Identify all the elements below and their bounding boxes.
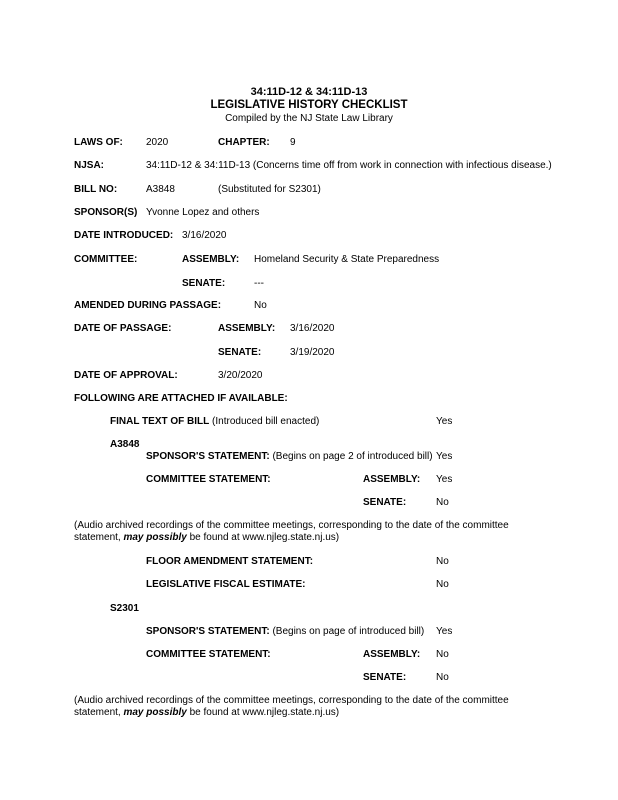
chapter-value: 9 [290, 137, 296, 148]
s2301-heading: S2301 [110, 603, 139, 614]
s2301-sponsor-statement-note: (Begins on page of introduced bill) [269, 626, 425, 637]
njsa-value: 34:11D-12 & 34:11D-13 (Concerns time off from work in connection with infectious disease.) [146, 160, 552, 171]
date-of-approval-value: 3/20/2020 [218, 370, 263, 381]
citation-heading: 34:11D-12 & 34:11D-13 [250, 86, 368, 98]
s2301-sponsor-statement-value: Yes [436, 626, 453, 637]
bill-no-value: A3848 [146, 184, 175, 195]
date-introduced-label: DATE INTRODUCED: [74, 230, 174, 241]
a3848-heading: A3848 [110, 439, 140, 450]
date-introduced-value: 3/16/2020 [182, 230, 227, 241]
s2301-committee-senate-value: No [436, 672, 449, 683]
s2301-sponsor-statement-row [146, 626, 424, 638]
njsa-label: NJSA: [74, 160, 105, 171]
fiscal-estimate-value: No [436, 579, 449, 590]
a3848-committee-assembly-value: Yes [436, 474, 453, 485]
final-text-note: (Introduced bill enacted) [209, 416, 320, 427]
final-text-label: FINAL TEXT OF BILL [110, 416, 210, 427]
sponsor-value: Yvonne Lopez and others [146, 207, 260, 218]
committee-assembly-label: ASSEMBLY: [182, 254, 240, 265]
a3848-committee-assembly-label: ASSEMBLY: [363, 474, 421, 485]
s2301-committee-senate-label: SENATE: [363, 672, 407, 683]
a3848-sponsor-statement-row [146, 451, 433, 463]
passage-assembly-label: ASSEMBLY: [218, 323, 276, 334]
s2301-committee-statement-label: COMMITTEE STATEMENT: [146, 649, 271, 660]
bill-no-substitution-note: (Substituted for S2301) [218, 184, 321, 195]
audio-note-emphasis: may possibly [123, 707, 187, 718]
s2301-audio-note [74, 695, 544, 719]
committee-senate-label: SENATE: [182, 278, 226, 289]
date-of-passage-label: DATE OF PASSAGE: [74, 323, 172, 334]
passage-senate-label: SENATE: [218, 347, 262, 358]
s2301-sponsor-statement-label: SPONSOR'S STATEMENT: [146, 626, 270, 637]
audio-note-text: (Audio archived recordings of the committee meetings, corresponding to the date of the committee statement, [74, 520, 509, 543]
a3848-sponsor-statement-note: (Begins on page 2 of introduced bill) [269, 451, 433, 462]
audio-note-text-end: be found at www.njleg.state.nj.us) [186, 532, 340, 543]
laws-of-value: 2020 [146, 137, 169, 148]
a3848-sponsor-statement-label: SPONSOR'S STATEMENT: [146, 451, 270, 462]
bill-no-label: BILL NO: [74, 184, 118, 195]
a3848-committee-senate-label: SENATE: [363, 497, 407, 508]
s2301-committee-assembly-label: ASSEMBLY: [363, 649, 421, 660]
amended-value: No [254, 300, 267, 311]
floor-amendment-label: FLOOR AMENDMENT STATEMENT: [146, 556, 314, 567]
a3848-committee-statement-label: COMMITTEE STATEMENT: [146, 474, 271, 485]
audio-note-emphasis: may possibly [123, 532, 187, 543]
page-title: LEGISLATIVE HISTORY CHECKLIST [210, 99, 408, 111]
passage-senate-value: 3/19/2020 [290, 347, 335, 358]
page-subtitle: Compiled by the NJ State Law Library [225, 113, 393, 124]
final-text-row [110, 416, 319, 428]
floor-amendment-value: No [436, 556, 449, 567]
laws-of-label: LAWS OF: [74, 137, 123, 148]
audio-note-text: (Audio archived recordings of the committee meetings, corresponding to the date of the committee statement, [74, 695, 509, 718]
a3848-committee-senate-value: No [436, 497, 449, 508]
attachments-heading: FOLLOWING ARE ATTACHED IF AVAILABLE: [74, 393, 288, 404]
date-of-approval-label: DATE OF APPROVAL: [74, 370, 178, 381]
audio-note-text-end: be found at www.njleg.state.nj.us) [186, 707, 340, 718]
passage-assembly-value: 3/16/2020 [290, 323, 335, 334]
a3848-sponsor-statement-value: Yes [436, 451, 453, 462]
chapter-label: CHAPTER: [218, 137, 270, 148]
fiscal-estimate-label: LEGISLATIVE FISCAL ESTIMATE: [146, 579, 306, 590]
committee-senate-value: --- [254, 278, 264, 289]
committee-label: COMMITTEE: [74, 254, 138, 265]
s2301-committee-assembly-value: No [436, 649, 449, 660]
final-text-value: Yes [436, 416, 453, 427]
committee-assembly-value: Homeland Security & State Preparedness [254, 254, 440, 265]
amended-label: AMENDED DURING PASSAGE: [74, 300, 222, 311]
sponsor-label: SPONSOR(S) [74, 207, 138, 218]
a3848-audio-note [74, 520, 544, 544]
